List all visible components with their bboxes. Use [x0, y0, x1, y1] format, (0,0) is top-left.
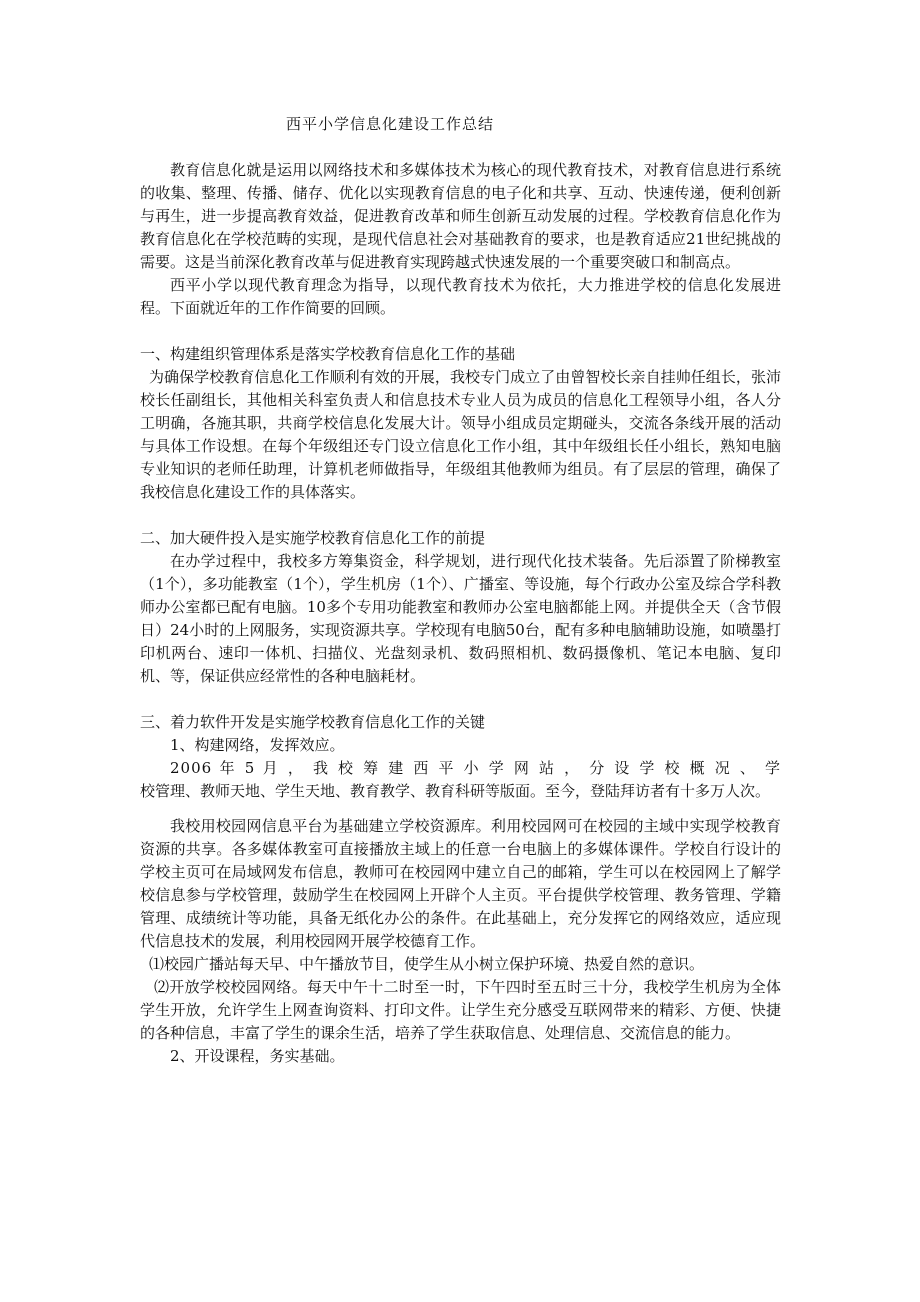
- section-3-paragraph-1-first-line: 2006 年 5 月 ， 我 校 筹 建 西 平 小 学 网 站 ， 分 设 学 校 概 况 、 学: [170, 759, 781, 777]
- section-2-body: 在办学过程中，我校多方筹集资金，科学规划，进行现代化技术装备。先后添置了阶梯教室（1个），多功能教室（1个），学生机房（1个）、广播室、等设施，每个行政办公室及综合学科教师办公室都已配有电脑。10多个专用功能教室和教师办公室电脑都能上网。并提供全天（含节假日）24小时的上网服务，实现资源共享。学校现有电脑50台，配有多种电脑辅助设施，如喷墨打印机两台、速印一体机、扫描仪、光盘刻录机、数码照相机、数码摄像机、笔记本电脑、复印机、等，保证供应经常性的各种电脑耗材。: [140, 552, 781, 685]
- section-3-subheading-1: 1、构建网络，发挥效应。: [170, 736, 345, 754]
- intro-paragraph-1: 教育信息化就是运用以网络技术和多媒体技术为核心的现代教育技术，对教育信息进行系统的收集、整理、传播、储存、优化以实现教育信息的电子化和共享、互动、快速传递，便利创新与再生，进一步提高教育效益，促进教育改革和师生创新互动发展的过程。学校教育信息化作为教育信息化在学校范畴的实现，是现代信息社会对基础教育的要求，也是教育适应21世纪挑战的需要。这是当前深化教育改革与促进教育实现跨越式快速发展的一个重要突破口和制高点。: [140, 161, 781, 271]
- document-title: 西平小学信息化建设工作总结: [286, 115, 495, 133]
- section-3-subheading-2: 2、开设课程，务实基础。: [170, 1047, 345, 1065]
- document-body: [140, 113, 781, 1068]
- section-3-paragraph-1-rest: 校管理、教师天地、学生天地、教育教学、教育科研等版面。至今，登陆拜访者有十多万人次。: [140, 782, 771, 800]
- section-3-paragraph-2: 我校用校园网信息平台为基础建立学校资源库。利用校园网可在校园的主域中实现学校教育资源的共享。各多媒体教室可直接播放主域上的任意一台电脑上的多媒体课件。学校自行设计的学校主页可在局域网发布信息，教师可在校园网中建立自己的邮箱，学生可以在校园网上了解学校信息参与学校管理，鼓励学生在校园网上开辟个人主页。平台提供学校管理、教务管理、学籍管理、成绩统计等功能，具备无纸化办公的条件。在此基础上，充分发挥它的网络效应，适应现代信息技术的发展，利用校园网开展学校德育工作。: [140, 817, 781, 950]
- section-1-heading: 一、构建组织管理体系是落实学校教育信息化工作的基础: [140, 345, 516, 363]
- intro-paragraph-2: 西平小学以现代教育理念为指导，以现代教育技术为依托，大力推进学校的信息化发展进程。下面就近年的工作作简要的回顾。: [140, 276, 781, 317]
- section-1-body: 为确保学校教育信息化工作顺利有效的开展，我校专门成立了由曾智校长亲自挂帅任组长，张沛校长任副组长，其他相关科室负责人和信息技术专业人员为成员的信息化工程领导小组，各人分工明确，各施其职，共商学校信息化发展大计。领导小组成员定期碰头，交流各条线开展的活动与具体工作设想。在每个年级组还专门设立信息化工作小组，其中年级组长任小组长，熟知电脑专业知识的老师任助理，计算机老师做指导，年级组其他教师为组员。有了层层的管理，确保了我校信息化建设工作的具体落实。: [140, 368, 781, 501]
- section-3-list-item-1: ⑴校园广播站每天早、中午播放节目，使学生从小树立保护环境、热爱自然的意识。: [149, 955, 705, 973]
- section-3-heading: 三、着力软件开发是实施学校教育信息化工作的关键: [140, 713, 486, 731]
- section-2-heading: 二、加大硬件投入是实施学校教育信息化工作的前提: [140, 529, 486, 547]
- section-3-list-item-2: ⑵开放学校校园网络。每天中午十二时至一时，下午四时至五时三十分，我校学生机房为全体学生开放，允许学生上网查询资料、打印文件。让学生充分感受互联网带来的精彩、方便、快捷的各种信息，丰富了学生的课余生活，培养了学生获取信息、处理信息、交流信息的能力。: [140, 978, 781, 1042]
